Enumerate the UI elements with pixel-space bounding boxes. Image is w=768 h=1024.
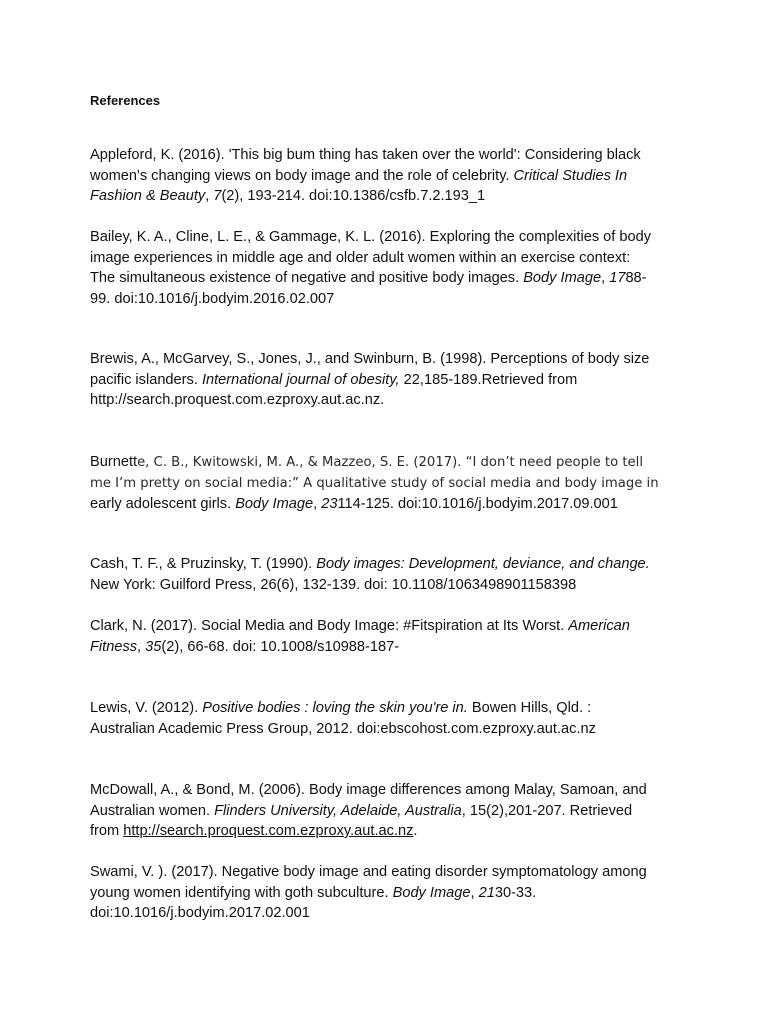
reference-line: [90, 452, 690, 474]
reference-line: [90, 390, 690, 411]
reference-text: Appleford, K. (2016). 'This big bum thing has taken over the world': Considering black: [90, 147, 641, 163]
reference-line: [90, 166, 690, 187]
reference-text: early adolescent girls.: [90, 496, 236, 512]
italic-text: 23: [321, 496, 338, 512]
reference-text: .: [413, 823, 418, 839]
reference-text: Swami, V. ). (2017). Negative body image and eating disorder symptomatology among: [90, 864, 647, 880]
reference-line: [90, 474, 690, 495]
reference-line: [90, 227, 690, 248]
reference-text: Bowen Hills, Qld. :: [467, 700, 592, 716]
reference-clark: [90, 616, 690, 657]
italic-text: Critical Studies In: [513, 167, 628, 184]
reference-text: Australian Academic Press Group, 2012. doi:ebscohost.com.ezproxy.aut.ac.nz: [90, 720, 596, 737]
references-heading: References: [90, 93, 161, 108]
reference-line: [90, 883, 690, 904]
reference-text: ,: [313, 496, 322, 512]
reference-text: 88-: [625, 270, 647, 286]
italic-text: Body images: Development, deviance, and change.: [316, 556, 650, 572]
reference-text: young women identifying with goth subculture.: [90, 884, 393, 901]
italic-text: 21: [478, 884, 495, 901]
reference-text: e, C. B., Kwitowski, M. A., & Mazzeo, S. E. (2017). “I don’t need people to tell: [137, 455, 643, 470]
italic-text: 7: [213, 188, 222, 204]
reference-bailey: [90, 227, 690, 309]
italic-text: Body Image: [392, 884, 471, 901]
reference-text: , 15(2),201-207. Retrieved: [461, 802, 633, 819]
reference-text: 22,185-189.Retrieved from: [399, 371, 578, 388]
reference-text: ,: [205, 188, 214, 204]
reference-line: [90, 268, 690, 289]
reference-text: Australian women.: [90, 802, 215, 819]
reference-text: from: [90, 823, 124, 839]
reference-line: [90, 616, 690, 637]
reference-burnette: [90, 452, 690, 515]
reference-text: ,: [137, 638, 146, 655]
italic-text: Positive bodies : loving the skin you're in.: [202, 700, 468, 716]
reference-text: 114-125. doi:10.1016/j.bodyim.2017.09.001: [337, 496, 618, 512]
reference-text: Brewis, A., McGarvey, S., Jones, J., and Swinburn, B. (1998). Perceptions of body size: [90, 351, 650, 367]
reference-line: [90, 554, 690, 575]
reference-text: me I’m pretty on social media:” A qualitative study of social media and body image in: [90, 475, 659, 491]
reference-text: Burnett: [90, 454, 138, 470]
italic-text: 17: [609, 270, 626, 286]
reference-line: [90, 145, 690, 166]
italic-text: International journal of obesity,: [201, 371, 400, 388]
reference-text: http://search.proquest.com.ezproxy.aut.ac.nz.: [90, 392, 385, 408]
italic-text: Body Image: [235, 496, 314, 512]
reference-text: Lewis, V. (2012).: [90, 700, 203, 716]
reference-lewis: [90, 698, 690, 739]
reference-text: women's changing views on body image and the role of celebrity.: [90, 167, 514, 184]
reference-text: Cash, T. F., & Pruzinsky, T. (1990).: [90, 556, 317, 572]
reference-mcdowall: [90, 780, 690, 842]
reference-text: 99. doi:10.1016/j.bodyim.2016.02.007: [90, 290, 335, 307]
reference-line: [90, 349, 690, 370]
reference-text: 30-33.: [494, 884, 537, 901]
reference-line: [90, 370, 690, 391]
reference-line: [90, 698, 690, 719]
reference-text: Bailey, K. A., Cline, L. E., & Gammage, K. L. (2016). Exploring the complexities of body: [90, 229, 652, 245]
reference-brewis: [90, 349, 690, 411]
reference-line: [90, 801, 690, 822]
italic-text: Fitness: [90, 638, 138, 655]
reference-line: [90, 289, 690, 310]
reference-line: [90, 903, 690, 924]
reference-swami: [90, 862, 690, 924]
reference-line: [90, 186, 690, 207]
reference-line: [90, 637, 690, 658]
reference-text: Clark, N. (2017). Social Media and Body Image: #Fitspiration at Its Worst.: [90, 618, 569, 634]
reference-text: The simultaneous existence of negative and positive body images.: [90, 270, 524, 286]
reference-line: [90, 719, 690, 740]
italic-text: 35: [145, 638, 162, 655]
italic-text: Flinders University, Adelaide, Australia: [214, 802, 462, 819]
reference-line: [90, 494, 690, 515]
reference-text: ,: [470, 884, 479, 901]
italic-text: Fashion & Beauty: [90, 188, 206, 204]
reference-line: [90, 862, 690, 883]
reference-text: image experiences in middle age and older adult women within an exercise context:: [90, 249, 631, 266]
reference-line: [90, 248, 690, 269]
reference-text: McDowall, A., & Bond, M. (2006). Body image differences among Malay, Samoan, and: [90, 782, 647, 798]
reference-text: ,: [601, 270, 610, 286]
italic-text: American: [568, 618, 630, 634]
reference-text: pacific islanders.: [90, 371, 202, 388]
reference-line: [90, 821, 690, 842]
url-link[interactable]: http://search.proquest.com.ezproxy.aut.ac.nz: [123, 823, 414, 839]
italic-text: Body Image: [523, 270, 602, 286]
reference-text: doi:10.1016/j.bodyim.2017.02.001: [90, 905, 310, 921]
reference-line: [90, 780, 690, 801]
reference-appleford: [90, 145, 690, 207]
reference-text: (2), 66-68. doi: 10.1008/s10988-187-: [161, 638, 400, 655]
reference-cash: [90, 554, 690, 595]
reference-text: (2), 193-214. doi:10.1386/csfb.7.2.193_1: [221, 188, 486, 204]
reference-line: [90, 575, 690, 596]
reference-text: New York: Guilford Press, 26(6), 132-139. doi: 10.1108/1063498901158398: [90, 576, 577, 593]
